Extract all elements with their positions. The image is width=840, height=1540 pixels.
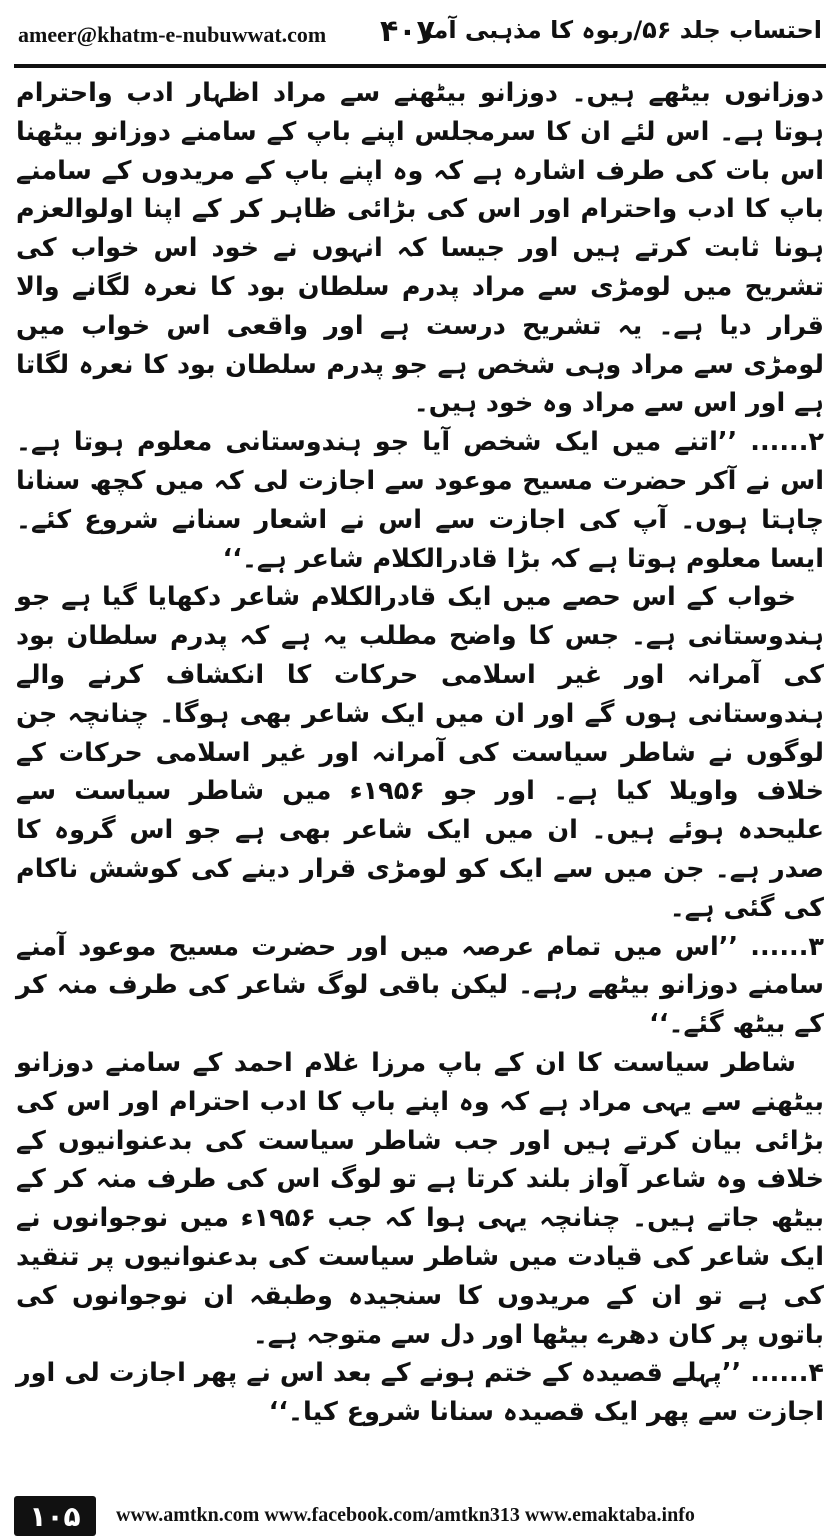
paragraph: خواب کے اس حصے میں ایک قادرالکلام شاعر دکھایا گیا ہے جو ہندوستانی ہے۔ جس کا واضح مطلب یہ ہے کہ پدرم سلطان بود کی آمرانہ اور غیر اسلامی حرکات کا انکشاف کرنے والے ہندوستانی ہوں گے اور ان میں ایک شاعر بھی ہوگا۔ چنانچہ جن لوگوں نے شاطر سیاست کی آمرانہ اور غیر اسلامی حرکات کے خلاف واویلا کیا ہے۔ اور جو ۱۹۵۶ء میں شاطر سیاست سے علیحدہ ہوئے ہیں۔ ان میں ایک شاعر بھی ہے جو اس گروہ کا صدر ہے۔ جن میں سے ایک کو لومڑی قرار دینے کی کوشش ناکام کی گئی ہے۔ (16, 582, 825, 923)
paragraph: ۲...... ’’اتنے میں ایک شخص آیا جو ہندوستانی معلوم ہوتا ہے۔ اس نے آکر حضرت مسیح موعود سے اجازت لی کہ میں کچھ سنانا چاہتا ہوں۔ آپ کی اجازت سے اس نے اشعار سنانے شروع کئے۔ ایسا معلوم ہوتا ہے کہ بڑا قادرالکلام شاعر ہے۔‘‘ (16, 427, 824, 574)
paragraph: شاطر سیاست کا ان کے باپ مرزا غلام احمد کے سامنے دوزانو بیٹھنے سے یہی مراد ہے کہ وہ اپنے باپ کا ادب احترام اور اس کی بڑائی بیان کرتے ہیں اور جب شاطر سیاست کی بدعنوانیوں کے خلاف وہ شاعر آواز بلند کرتا ہے تو لوگ اس کی طرف منہ کر کے بیٹھ جاتے ہیں۔ چنانچہ یہی ہوا کہ جب ۱۹۵۶ء میں نوجوانوں نے ایک شاعر کی قیادت میں شاطر سیاست کی بدعنوانیوں پر تنقید کی ہے تو ان کے مریدوں کا سنجیدہ وطبقہ ان نوجوانوں کی باتوں پر کان دھرے بیٹھا اور دل سے متوجہ ہے۔ (16, 1047, 824, 1350)
paragraph: ۳...... ’’اس میں تمام عرصہ میں اور حضرت مسیح موعود آمنے سامنے دوزانو بیٹھے رہے۔ لیکن باقی لوگ شاعر کی طرف منہ کر کے بیٹھ گئے۔‘‘ (16, 931, 824, 1040)
footer-page-badge: ۱۰۵ (14, 1496, 96, 1536)
footer-urls: www.amtkn.com www.facebook.com/amtkn313 www.emaktaba.info (116, 1504, 695, 1526)
header-page-number: ۴۰۷ (380, 14, 435, 49)
page-footer (0, 1488, 840, 1540)
header-divider (14, 64, 826, 68)
page-body (16, 74, 824, 1432)
page-header (0, 0, 840, 62)
paragraph: دوزانوں بیٹھے ہیں۔ دوزانو بیٹھنے سے مراد اظہار ادب واحترام ہوتا ہے۔ اس لئے ان کا سرمجلس اپنے باپ کے سامنے دوزانو بیٹھنا اس بات کی طرف اشارہ ہے کہ وہ اپنے باپ کے مریدوں کے سامنے باپ کا ادب واحترام اور اس کی بڑائی ظاہر کر کے اپنا اولوالعزم ہونا ثابت کرتے ہیں اور جیسا کہ انہوں نے خود اس خواب کی تشریح میں لومڑی سے مراد پدرم سلطان بود کا نعرہ لگانے والا قرار دیا ہے۔ یہ تشریح درست ہے اور واقعی اس خواب میں لومڑی سے مراد وہی شخص ہے جو پدرم سلطان بود کا نعرہ لگاتا ہے اور اس سے مراد وہ خود ہیں۔ (16, 78, 824, 419)
paragraph: ۴...... ’’پہلے قصیدہ کے ختم ہونے کے بعد اس نے پھر اجازت لی اور اجازت سے پھر ایک قصیدہ سنانا شروع کیا۔‘‘ (16, 1358, 824, 1428)
header-book-title: احتساب جلد ۵۶/ربوہ کا مذہبی آمر (418, 16, 822, 44)
header-email: ameer@khatm-e-nubuwwat.com (18, 22, 327, 47)
